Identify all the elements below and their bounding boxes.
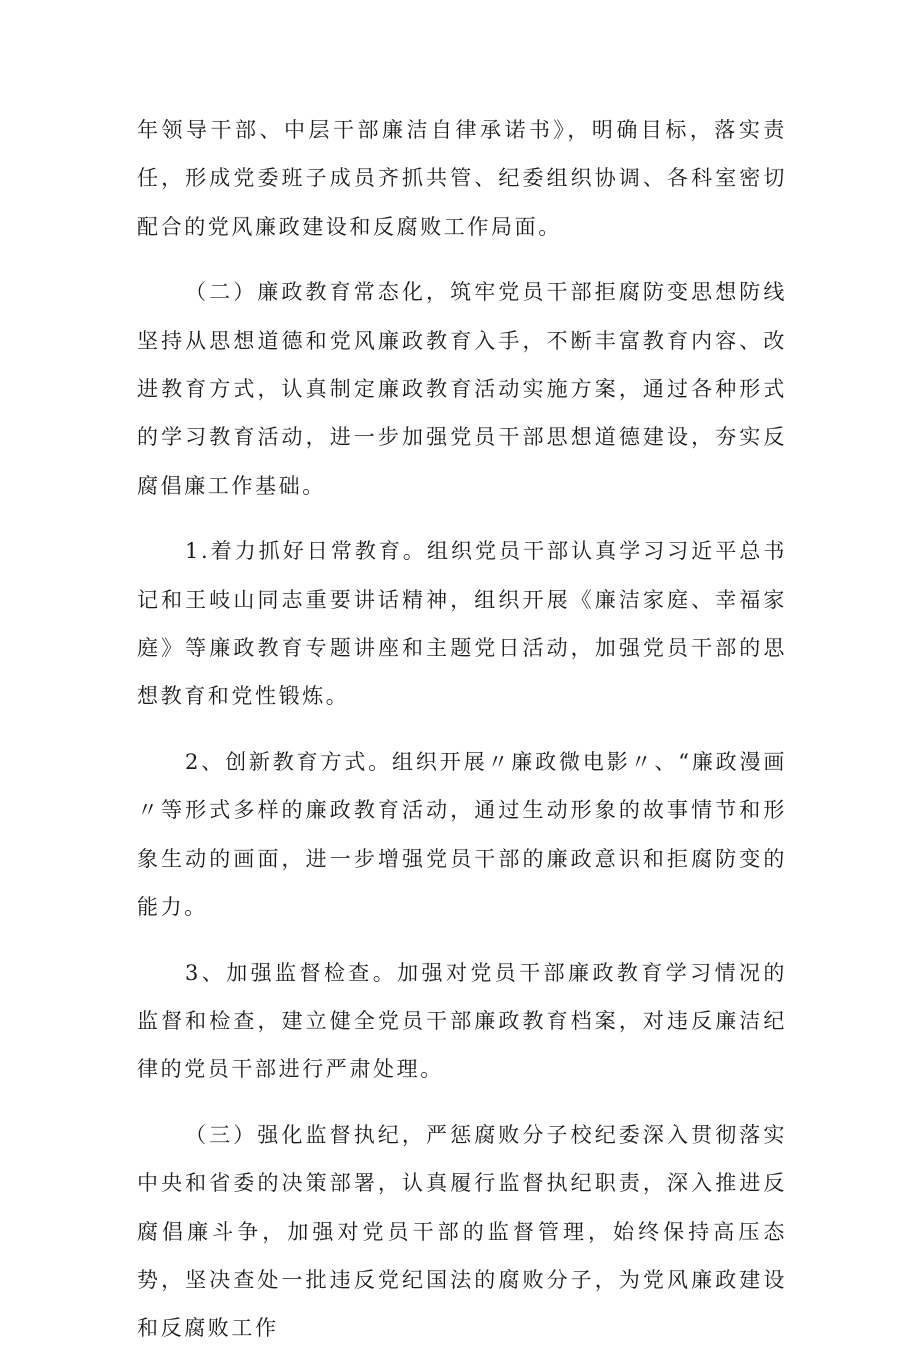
paragraph-item-three: 3、加强监督检查。加强对党员干部廉政教育学习情况的监督和检查，建立健全党员干部廉政教育档案，对违反廉洁纪律的党员干部进行严肃处理。 xyxy=(137,960,787,1082)
paragraph-continuation: 年领导干部、中层干部廉洁自律承诺书》，明确目标，落实责任，形成党委班子成员齐抓共管、纪委组织协调、各科室密切配合的党风廉政建设和反腐败工作局面。 xyxy=(137,118,787,239)
paragraph-item-two: 2、创新教育方式。组织开展〃廉政微电影〃、“廉政漫画〃等形式多样的廉政教育活动，通过生动形象的故事情节和形象生动的画面，进一步增强党员干部的廉政意识和拒腐防变的能力。 xyxy=(137,749,787,920)
paragraph-section-three: （三）强化监督执纪，严惩腐败分子校纪委深入贯彻落实中央和省委的决策部署，认真履行监督执纪职责，深入推进反腐倡廉斗争，加强对党员干部的监督管理，始终保持高压态势，坚决查处一批违反党纪国法的腐败分子，为党风廉政建设和反腐败工作 xyxy=(137,1122,787,1341)
document-body xyxy=(137,106,787,1370)
paragraph-section-two: （二）廉政教育常态化，筑牢党员干部拒腐防变思想防线坚持从思想道德和党风廉政教育入手，不断丰富教育内容、改进教育方式，认真制定廉政教育活动实施方案，通过各种形式的学习教育活动，进一步加强党员干部思想道德建设，夯实反腐倡廉工作基础。 xyxy=(137,280,787,498)
paragraph-item-one: 1.着力抓好日常教育。组织党员干部认真学习习近平总书记和王岐山同志重要讲话精神，组织开展《廉洁家庭、幸福家庭》等廉政教育专题讲座和主题党日活动，加强党员干部的思想教育和党性锻炼。 xyxy=(137,539,787,709)
